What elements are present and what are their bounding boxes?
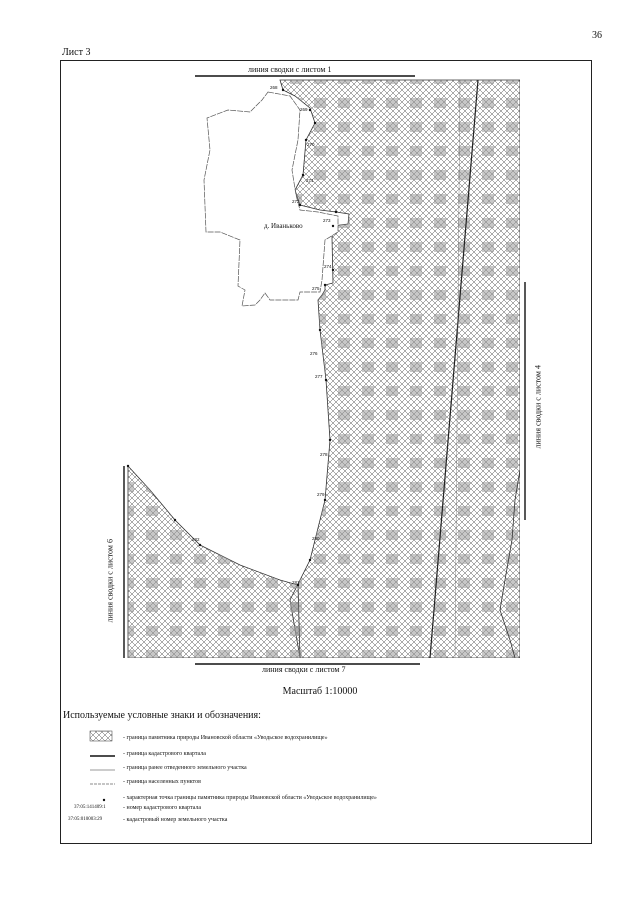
legend-item-point: - характерная точка границы памятника природы Ивановской области «Уводьское водохранилище» <box>68 793 588 807</box>
legend-item-protected-area: - граница памятника природы Ивановской области «Уводьское водохранилище» <box>68 733 588 747</box>
svg-text:268: 268 <box>270 85 278 90</box>
svg-text:278: 278 <box>320 452 328 457</box>
settlement-label: д. Иваньково <box>264 222 303 230</box>
svg-text:274: 274 <box>324 264 332 269</box>
legend-item-settlement-boundary: - граница населенных пунктов <box>68 777 588 791</box>
legend-item-quarter-boundary: - граница кадастрового квартала <box>68 749 588 763</box>
quarter-code: 37:05:141409:1 <box>74 805 106 810</box>
page-number: 36 <box>592 30 602 41</box>
link-bottom-label: линия сводки с листом 7 <box>262 665 346 674</box>
svg-text:270: 270 <box>307 142 315 147</box>
scale-text: Масштаб 1:10000 <box>282 686 358 697</box>
thick-line-icon <box>68 749 118 761</box>
svg-text:275: 275 <box>312 286 320 291</box>
settlement-line-icon <box>68 777 118 789</box>
link-right-label: линия сводки с листом 4 <box>533 365 543 449</box>
link-left-label: линия сводки с листом 6 <box>105 539 115 623</box>
svg-text:281: 281 <box>292 580 300 585</box>
svg-text:271: 271 <box>306 178 314 183</box>
legend-item-plot-boundary: - граница ранее отведенного земельного участка <box>68 763 588 777</box>
thin-line-icon <box>68 763 118 775</box>
svg-text:276: 276 <box>310 351 318 356</box>
link-top-label: линия сводки с листом 1 <box>248 65 332 74</box>
sheet-label: Лист 3 <box>62 47 91 58</box>
svg-text:272: 272 <box>292 199 300 204</box>
hatch-area-icon <box>68 733 118 745</box>
svg-text:277: 277 <box>315 374 323 379</box>
svg-text:282: 282 <box>192 537 200 542</box>
legend-item-quarter-number: 37:05:141409:1 - номер кадастрового квартала <box>74 805 202 811</box>
svg-text:273: 273 <box>323 218 331 223</box>
svg-text:279: 279 <box>317 492 325 497</box>
plot-code: 37:05:010003:29 <box>68 817 103 822</box>
svg-text:269: 269 <box>300 107 308 112</box>
svg-text:280: 280 <box>312 536 320 541</box>
legend-item-plot-number: 37:05:010003:29 - кадастровый номер земельного участка <box>68 817 228 823</box>
legend-title: Используемые условные знаки и обозначения: <box>63 710 261 721</box>
